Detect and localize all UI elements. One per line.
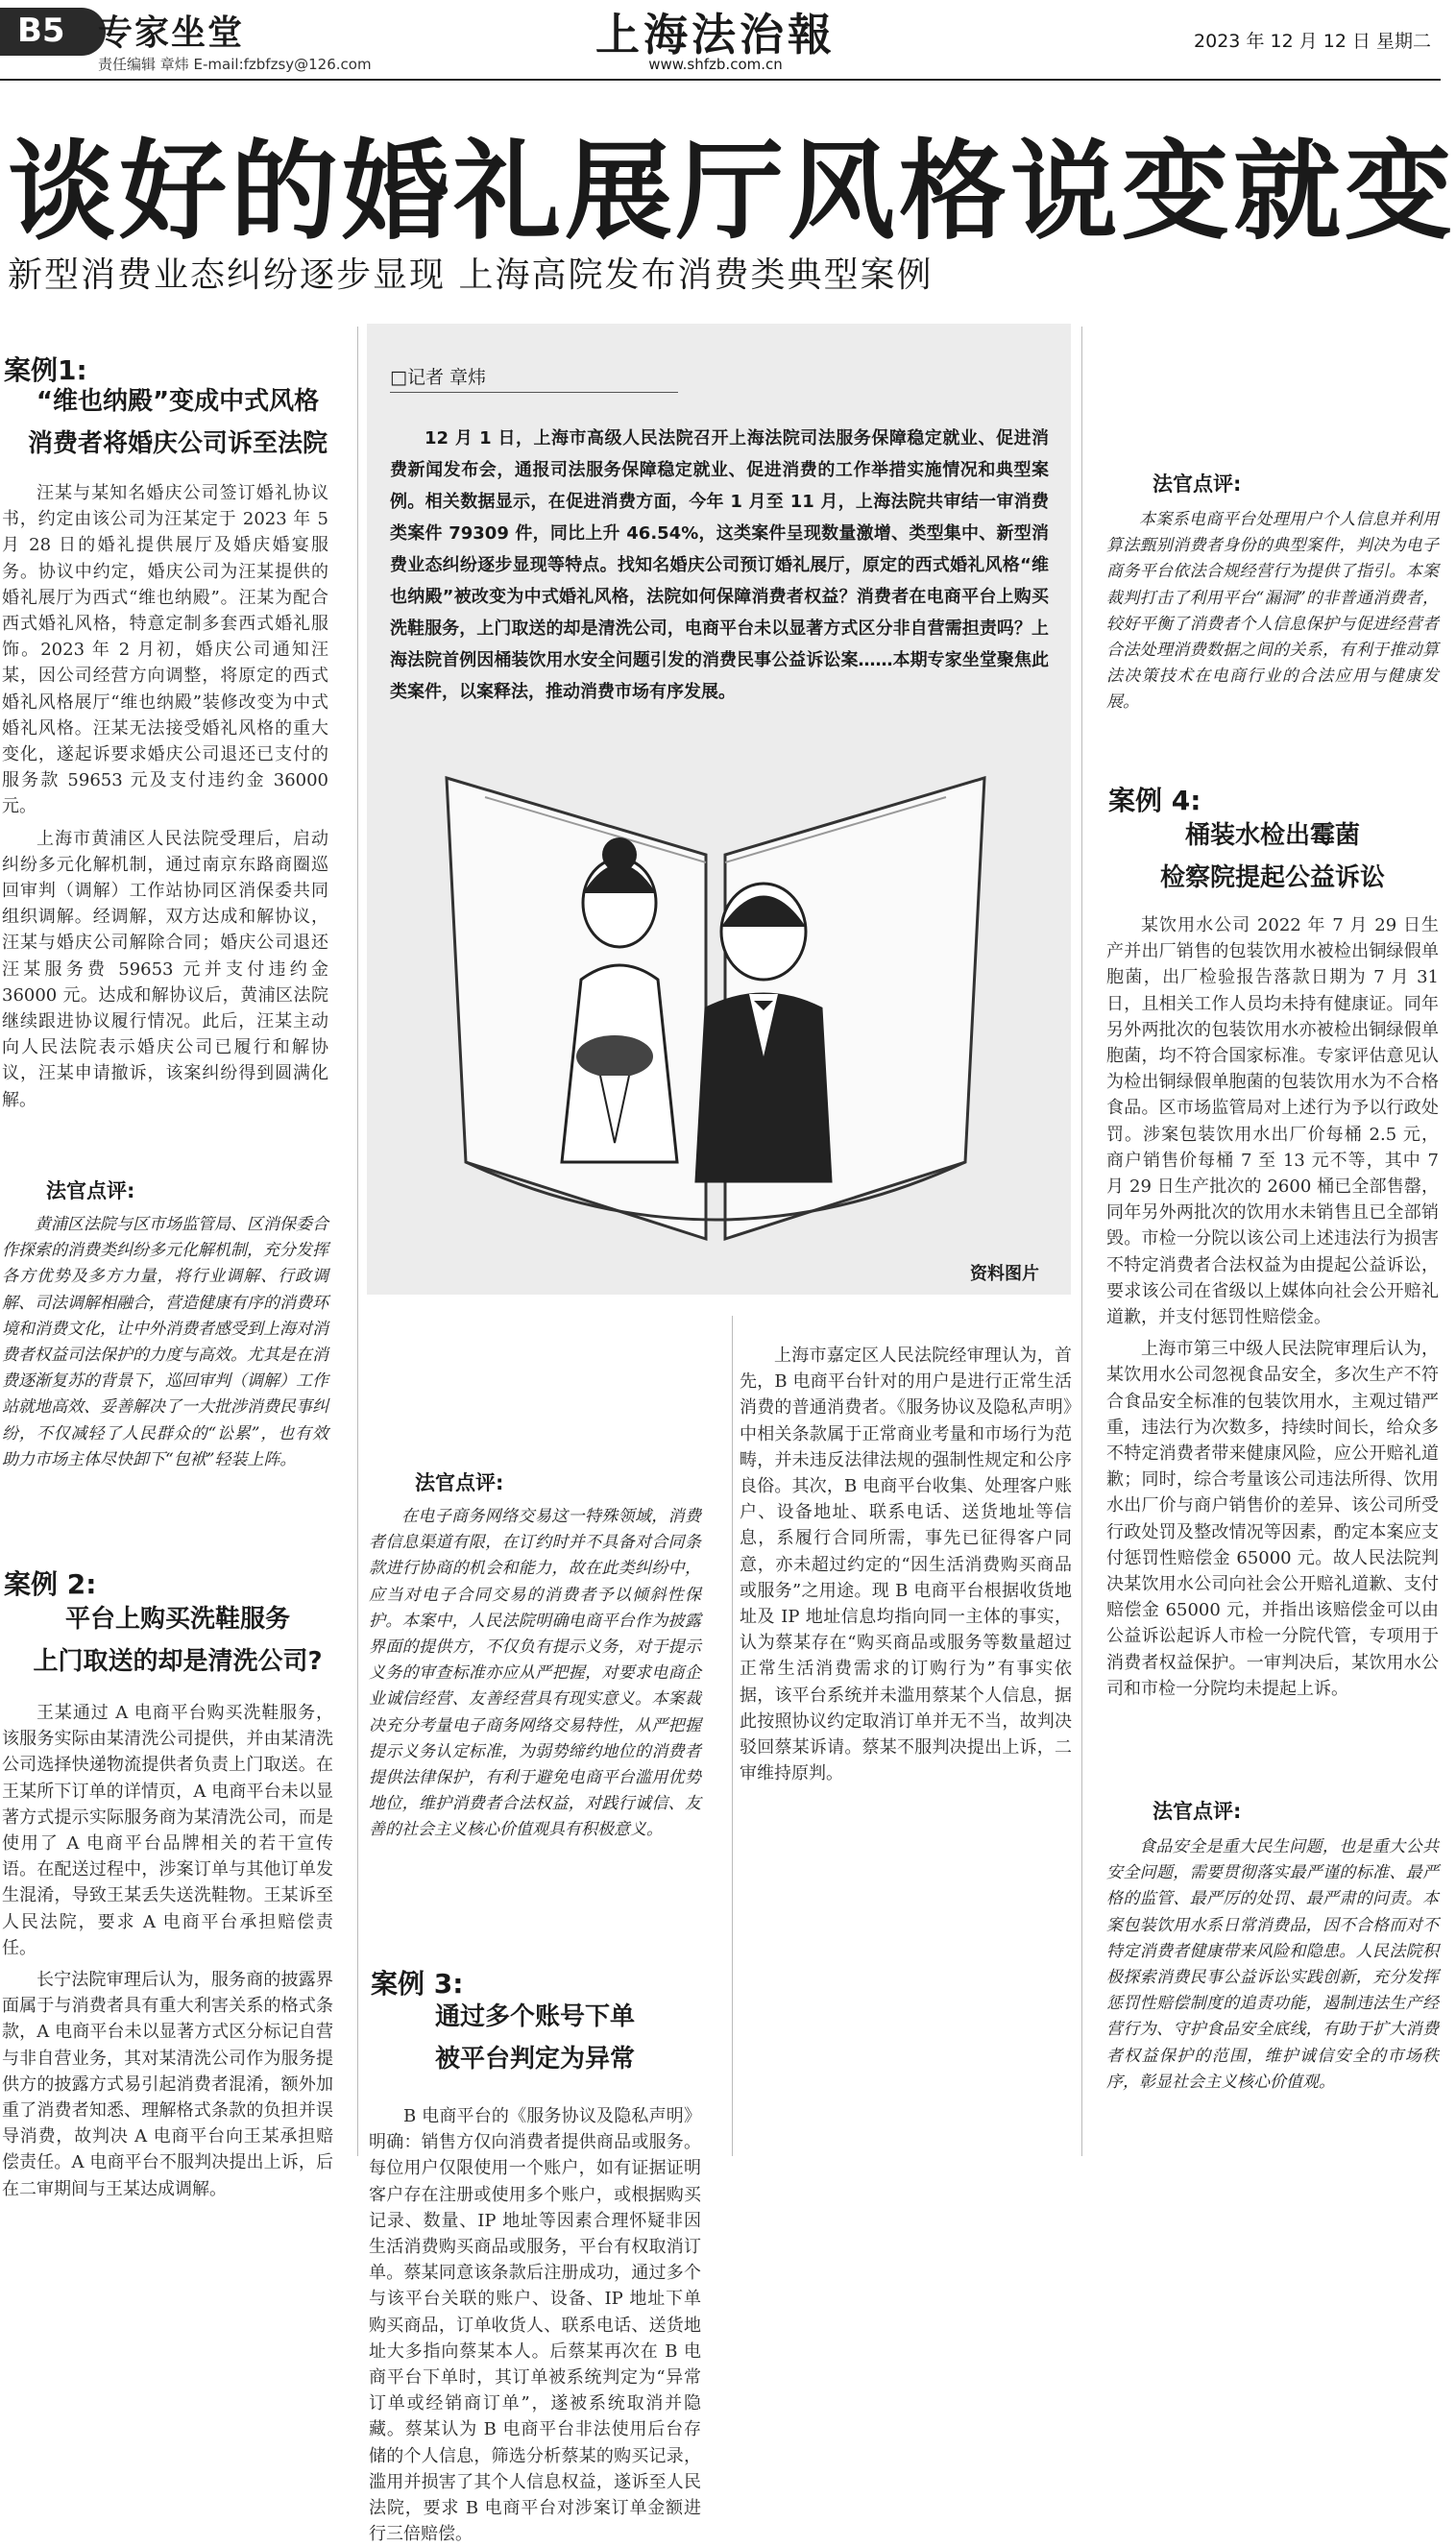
headline: 谈好的婚礼展厅风格说变就变 [8,130,1456,255]
case4-label: 案例 4: [1108,785,1201,816]
case4-judge-heading: 法官点评: [1153,1800,1242,1823]
case3-title-line2: 被平台判定为异常 [434,2045,635,2074]
masthead-rule [0,79,1441,81]
case4-title [1106,814,1439,899]
website: www.shfzb.com.cn [648,56,783,73]
case2-paragraph: 王某通过 A 电商平台购买洗鞋服务，该服务实际由某清洗公司提供，并由某清洗公司选择快递物流提供者负责上门取送。在王某所下订单的详情页，A 电商平台未以显著方式提示实际服务商为某清洗公司，而是使用了 A 电商平台品牌相关的若干宣传语。在配送过程中，涉案订单与其他订单发生混淆，导致王某丢失送洗鞋物。王某诉至人民法院，要求 A 电商平台承担赔偿责任。 [2,1703,333,1958]
case2-paragraph: 长宁法院审理后认为，服务商的披露界面属于与消费者具有重大利害关系的格式条款，A 电商平台未以显著方式区分标记自营与非自营业务，其对某清洗公司作为服务提供方的披露方式易引起消费者混淆，额外加重了消费者知悉、理解格式条款的负担并误导消费，故判决 A 电商平台向王某承担赔偿责任。A 电商平台不服判决提出上诉，后在二审期间与王某达成调解。 [2,1970,333,2199]
case2-label: 案例 2: [4,1568,97,1600]
case3-judge-comment [1106,507,1439,716]
case3-judge-heading: 法官点评: [1153,473,1242,496]
lead-text: 12 月 1 日，上海市高级人民法院召开上海法院司法服务保障稳定就业、促进消费新闻发布会，通报司法服务保障稳定就业、促进消费的工作举措实施情况和典型案例。相关数据显示，在促进消费方面，今年 1 月至 11 月，上海法院共审结一审消费类案件 79309 件，同比上升 46.54%，这类案件呈现数量激增、类型集中、新型消费业态纠纷逐步显现等特点。找知名婚庆公司预订婚礼展厅，原定的西式婚礼风格“维也纳殿”被改变为中式婚礼风格，法院如何保障消费者权益？消费者在电商平台上购买洗鞋服务，上门取送的却是清洗公司，电商平台未以显著方式区分非自营需担责吗？上海法院首例因桶装饮用水安全问题引发的消费民事公益诉讼案……本期专家坐堂聚焦此类案件，以案释法，推动消费市场有序发展。 [390,428,1049,702]
column-divider [732,1316,733,2156]
case3-body [740,1343,1072,2155]
case1-judge-heading: 法官点评: [46,1179,135,1202]
case3-title [369,1996,701,2080]
issue-date: 2023 年 12 月 12 日 星期二 [1194,31,1431,52]
case2-judge-comment [369,1504,701,1927]
case3-body-start [369,2103,701,2545]
page-number-badge [0,8,106,56]
case1-judge-text: 黄浦区法院与区市场监管局、区消保委合作探索的消费类纠纷多元化解机制，充分发挥各方优势及多方力量，将行业调解、行政调解、司法调解相融合，营造健康有序的消费环境和消费文化，让中外消费者感受到上海对消费者权益司法保护的力度与高效。尤其是在消费逐渐复苏的背景下，巡回审判（调解）工作站就地高效、妥善解决了一大批涉消费民事纠纷，不仅减轻了人民群众的“讼累”，也有效助力市场主体尽快卸下“包袱”轻装上阵。 [2,1215,328,1469]
case4-paragraph: 某饮用水公司 2022 年 7 月 29 日生产并出厂销售的包装饮用水被检出铜绿假单胞菌，出厂检验报告落款日期为 7 月 31 日，且相关工作人员均未持有健康证。同年另外两批次的包装饮用水亦被检出铜绿假单胞菌，均不符合国家标准。专家评估意见认为检出铜绿假单胞菌的包装饮用水为不合格食品。区市场监管局对上述行为予以行政处罚。涉案包装饮用水出厂价每桶 2.5 元，商户销售价每桶 7 至 13 元不等，其中 7 月 29 日生产批次的 2600 桶已全部售罄，同年另外两批次的饮用水未销售且已全部销毁。市检一分院以该公司上述违法行为损害不特定消费者合法权益为由提起公益诉讼，要求该公司在省级以上媒体向社会公开赔礼道歉，并支付惩罚性赔偿金。 [1106,915,1439,1328]
page-number: B5 [17,12,65,50]
editor-line: 责任编辑 章炜 E-mail:fzbfzsy@126.com [98,56,372,73]
case4-title-line1: 桶装水检出霉菌 [1184,821,1360,850]
case1-body [2,480,328,1119]
case3-label: 案例 3: [371,1968,464,2000]
case3-paragraph: 上海市嘉定区人民法院经审理认为，首先，B 电商平台针对的用户是进行正常生活消费的普通消费者。《服务协议及隐私声明》中相关条款属于正常商业考量和市场行为范畴，并未违反法律法规的强制性规定和公序良俗。其次，B 电商平台收集、处理客户账户、设备地址、联系电话、送货地址等信息，系履行合同所需，事先已征得客户同意，亦未超过约定的“因生活消费购买商品或服务”之用途。现 B 电商平台根据收货地址及 IP 地址信息均指向同一主体的事实，认为蔡某存在“购买商品或服务等数量超过正常生活消费需求的订购行为”有事实依据，该平台系统并未滥用蔡某个人信息，据此按照协议约定取消订单并无不当，故判决驳回蔡某诉请。蔡某不服判决提出上诉，二审维持原判。 [740,1346,1072,1784]
case2-title-line2: 上门取送的却是清洗公司? [33,1647,323,1676]
case1-paragraph: 汪某与某知名婚庆公司签订婚礼协议书，约定由该公司为汪某定于 2023 年 5 月 28 日的婚礼提供展厅及婚庆婚宴服务。协议中约定，婚庆公司为汪某提供的婚礼展厅为西式“维也纳殿”。汪某为配合西式婚礼风格，特意定制多套西式婚礼服饰。2023 年 2 月初，婚庆公司通知汪某，因公司经营方向调整，将原定的西式婚礼风格展厅“维也纳殿”装修改变为中式婚礼风格。汪某无法接受婚礼风格的重大变化，遂起诉要求婚庆公司退还已支付的服务款 59653 元及支付违约金 36000 元。 [2,483,328,817]
column-divider [357,327,358,2156]
column-divider [1081,327,1082,2156]
newspaper-logo: 上海法治報 [595,9,836,61]
case2-title-line1: 平台上购买洗鞋服务 [64,1605,290,1634]
case4-title-line2: 检察院提起公益诉讼 [1159,863,1385,892]
case2-body [2,1700,333,2199]
subheadline: 新型消费业态纠纷逐步显现 上海高院发布消费类典型案例 [8,255,934,295]
case4-paragraph: 上海市第三中级人民法院审理后认为，某饮用水公司忽视食品安全，多次生产不符合食品安全标准的包装饮用水，主观过错严重，违法行为次数多，持续时间长，给众多不特定消费者带来健康风险，应公开赔礼道歉；同时，综合考量该公司违法所得、饮用水出厂价与商户销售价的差异、该公司所受行政处罚及整改情况等因素，酌定本案应支付惩罚性赔偿金 65000 元。故人民法院判决某饮用水公司向社会公开赔礼道歉、支付赔偿金 65000 元，并指出该赔偿金可以由公益诉讼起诉人市检一分院代管，专项用于消费者权益保护。一审判决后，某饮用水公司和市检一分院均未提起上诉。 [1106,1339,1439,1699]
case3-paragraph: B 电商平台的《服务协议及隐私声明》明确：销售方仅向消费者提供商品或服务。每位用户仅限使用一个账户，如有证据证明客户存在注册或使用多个账户，或根据购买记录、数量、IP 地址等因素合理怀疑非因生活消费购买商品或服务，平台有权取消订单。蔡某同意该条款后注册成功，通过多个与该平台关联的账户、设备、IP 地址下单购买商品，订单收货人、联系电话、送货地址大多指向蔡某本人。后蔡某再次在 B 电商平台下单时，其订单被系统判定为“异常订单或经销商订单”，遂被系统取消并隐藏。蔡某认为 B 电商平台非法使用后台存储的个人信息，筛选分析蔡某的购买记录，滥用并损害了其个人信息权益，遂诉至人民法院，要求 B 电商平台对涉案订单金额进行三倍赔偿。 [369,2106,701,2545]
case1-paragraph: 上海市黄浦区人民法院受理后，启动纠纷多元化解机制，通过南京东路商圈巡回审判（调解）工作站协同区消保委共同组织调解。经调解，双方达成和解协议，汪某与婚庆公司解除合同；婚庆公司退还汪某服务费 59653 元并支付违约金 36000 元。达成和解协议后，黄浦区法院继续跟进协议履行情况。此后，汪某主动向人民法院表示婚庆公司已履行和解协议，汪某申请撤诉，该案纠纷得到圆满化解。 [2,828,328,1110]
case1-judge-comment [2,1212,328,1473]
case1-title-line2: 消费者将婚庆公司诉至法院 [27,429,328,458]
reporter-byline: □记者 章炜 [390,367,486,388]
case3-title-line1: 通过多个账号下单 [434,2002,635,2031]
wedding-couple-illustration [389,740,1052,1258]
image-caption: 资料图片 [970,1264,1039,1284]
lead-paragraph [390,423,1049,708]
section-title: 专家坐堂 [98,13,245,53]
byline-rule [390,392,678,393]
case2-judge-text: 在电子商务网络交易这一特殊领域，消费者信息渠道有限，在订约时并不具备对合同条款进行协商的机会和能力，故在此类纠纷中，应当对电子合同交易的消费者予以倾斜性保护。本案中，人民法院明确电商平台作为披露界面的提供方，不仅负有提示义务，对于提示义务的审查标准亦应从严把握，对要求电商企业诚信经营、友善经营具有现实意义。本案裁决充分考量电子商务网络交易特性，从严把握提示义务认定标准，为弱势缔约地位的消费者提供法律保护，有利于避免电商平台滥用优势地位，维护消费者合法权益，对践行诚信、友善的社会主义核心价值观具有积极意义。 [369,1507,701,1840]
case2-title [4,1598,352,1683]
case4-judge-comment [1106,1834,1439,2157]
case3-judge-text: 本案系电商平台处理用户个人信息并利用算法甄别消费者身份的典型案件，判决为电子商务平台依法合规经营行为提供了指引。本案裁判打击了利用平台“漏洞”的非普通消费者，较好平衡了消费者个人信息保护与促进经营者合法处理消费数据之间的关系，有利于推动算法决策技术在电商行业的合法应用与健康发展。 [1106,510,1439,713]
case1-label: 案例1: [4,354,87,386]
case2-judge-heading: 法官点评: [415,1471,504,1494]
case1-title [4,380,352,465]
case4-judge-text: 食品安全是重大民生问题，也是重大公共安全问题，需要贯彻落实最严谨的标准、最严格的监管、最严厉的处罚、最严肃的问责。本案包装饮用水系日常消费品，因不合格而对不特定消费者健康带来风险和隐患。人民法院积极探索消费民事公益诉讼实践创新，充分发挥惩罚性赔偿制度的追责功能，遏制违法生产经营行为、守护食品安全底线，有助于扩大消费者权益保护的范围，维护诚信安全的市场秩序，彰显社会主义核心价值观。 [1106,1837,1439,2092]
case4-body [1106,912,1439,1758]
case1-title-line1: “维也纳殿”变成中式风格 [36,387,320,416]
